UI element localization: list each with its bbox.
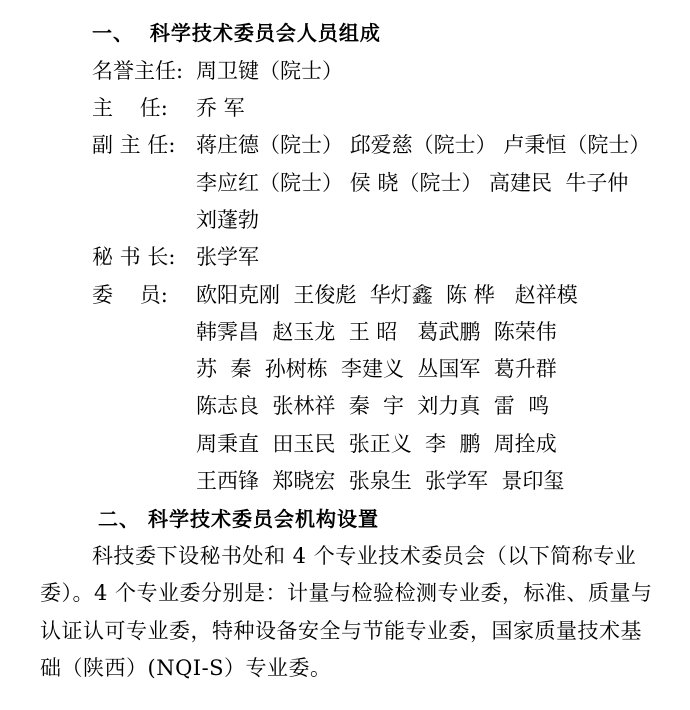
section2-heading: 二、 科学技术委员会机构设置 [98, 507, 379, 531]
paragraph-line: 委）。4 个专业委分别是：计量与检验检测专业委，标准、质量与 [40, 581, 653, 605]
section1-heading: 一、 科学技术委员会人员组成 [92, 21, 381, 45]
members-line: 周秉直 田玉民 张正义 李 鹏 周拴成 [196, 432, 557, 456]
director-label: 主 任: [92, 96, 168, 120]
deputy-directors-line: 蒋庄德（院士） 邱爱慈（院士） 卢秉恒（院士） [196, 133, 651, 157]
honorary-director-label: 名誉主任: [92, 59, 184, 83]
deputy-directors-line: 刘蓬勃 [196, 208, 259, 232]
members-line: 王西锋 郑晓宏 张泉生 张学军 景印玺 [196, 469, 565, 493]
deputy-directors-label: 副 主 任: [92, 133, 176, 157]
members-line: 苏 秦 孙树栋 李建义 丛国军 葛升群 [196, 357, 557, 381]
paragraph-line: 认证认可专业委，特种设备安全与节能专业委，国家质量技术基 [40, 619, 642, 643]
paragraph-line: 础（陕西）(NQI-S）专业委。 [40, 656, 332, 680]
honorary-director-value: 周卫键（院士） [196, 59, 343, 83]
paragraph-line: 科技委下设秘书处和 4 个专业技术委员会（以下简称专业 [92, 544, 637, 568]
members-line: 欧阳克刚 王俊彪 华灯鑫 陈 桦 赵祥模 [196, 283, 578, 307]
deputy-directors-line: 李应红（院士） 侯 晓（院士） 高建民 牛子仲 [196, 171, 629, 195]
director-value: 乔 军 [196, 96, 245, 120]
secretary-general-label: 秘 书 长: [92, 245, 176, 269]
members-label: 委 员: [92, 283, 168, 307]
members-line: 韩霁昌 赵玉龙 王 昭 葛武鹏 陈荣伟 [196, 320, 557, 344]
members-line: 陈志良 张林祥 秦 宇 刘力真 雷 鸣 [196, 394, 550, 418]
secretary-general-value: 张学军 [196, 245, 259, 269]
